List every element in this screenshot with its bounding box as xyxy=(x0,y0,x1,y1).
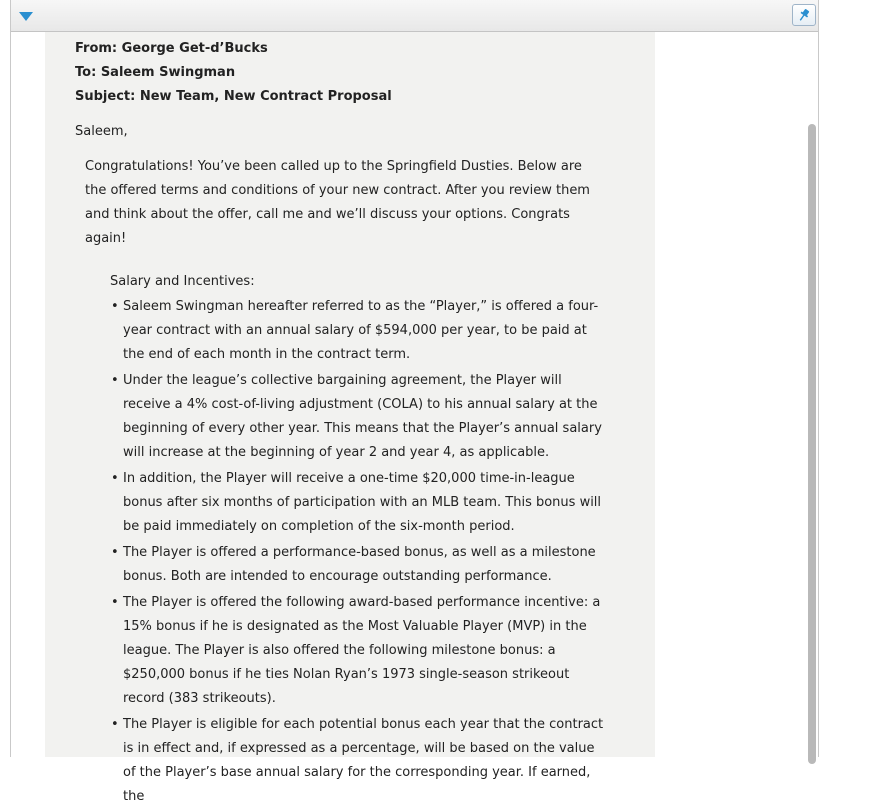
list-item xyxy=(110,369,610,465)
from-line xyxy=(75,37,625,61)
subject-line xyxy=(75,85,625,109)
subject-label: Subject: xyxy=(75,89,136,104)
to-line xyxy=(75,61,625,85)
bullet-glyph: • xyxy=(111,373,119,388)
email-panel xyxy=(10,0,819,804)
list-item-text: The Player is offered a performance-based bonus, as well as a milestone bonus. Both are intended to encourage outstanding performance. xyxy=(123,545,596,584)
from-label: From: xyxy=(75,41,118,56)
list-item-text: Saleem Swingman hereafter referred to as the “Player,” is offered a four-year contract with an annual salary of $594,000 per year, to be paid at the end of each month in the contract term. xyxy=(123,299,599,362)
list-item-text: Under the league’s collective bargaining agreement, the Player will receive a 4% cost-of-living adjustment (COLA) to his annual salary at the beginning of every other year. This means that the Player’s annual salary will increase at the beginning of year 2 and year 4, as applicable. xyxy=(123,373,602,460)
bullet-glyph: • xyxy=(111,545,119,560)
subject-value: New Team, New Contract Proposal xyxy=(139,89,392,104)
list-item xyxy=(110,467,610,539)
chevron-down-icon[interactable] xyxy=(19,12,33,21)
list-item xyxy=(110,295,610,367)
list-item-text: In addition, the Player will receive a one-time $20,000 time-in-league bonus after six months of participation with an MLB team. This bonus will be paid immediately on completion of the six-month period. xyxy=(123,471,602,534)
pin-button[interactable] xyxy=(792,4,816,26)
to-value: Saleem Swingman xyxy=(100,65,236,80)
bullet-glyph: • xyxy=(111,299,119,314)
list-item-text: The Player is offered the following award-based performance incentive: a 15% bonus if he is designated as the Most Valuable Player (MVP) in the league. The Player is also offered the following milestone bonus: a $250,000 bonus if he ties Nolan Ryan’s 1973 single-season strikeout record (383 strikeouts). xyxy=(123,595,601,706)
intro-paragraph: Congratulations! You’ve been called up to the Springfield Dusties. Below are the offered terms and conditions of your new contract. After you review them and think about the offer, call me and we’ll discuss your options. Congrats again! xyxy=(85,159,590,246)
to-label: To: xyxy=(75,65,97,80)
bullet-glyph: • xyxy=(111,471,119,486)
list-item xyxy=(110,541,610,589)
panel-titlebar xyxy=(11,0,818,32)
pin-icon xyxy=(797,8,811,22)
greeting: Saleem, xyxy=(75,124,128,139)
scrollbar-thumb[interactable] xyxy=(808,124,816,764)
list-item xyxy=(110,713,610,809)
email-content xyxy=(45,32,655,804)
bullet-glyph: • xyxy=(111,595,119,610)
bullet-glyph: • xyxy=(111,717,119,732)
list-item-text: The Player is eligible for each potential bonus each year that the contract is in effect and, if expressed as a percentage, will be based on the value of the Player’s base annual salary for the corresponding year. If earned, the xyxy=(123,717,604,804)
list-item xyxy=(110,591,610,711)
section-title: Salary and Incentives: xyxy=(110,274,255,289)
from-value: George Get-d’Bucks xyxy=(121,41,268,56)
incentives-list xyxy=(110,295,610,809)
email-body xyxy=(45,32,655,809)
